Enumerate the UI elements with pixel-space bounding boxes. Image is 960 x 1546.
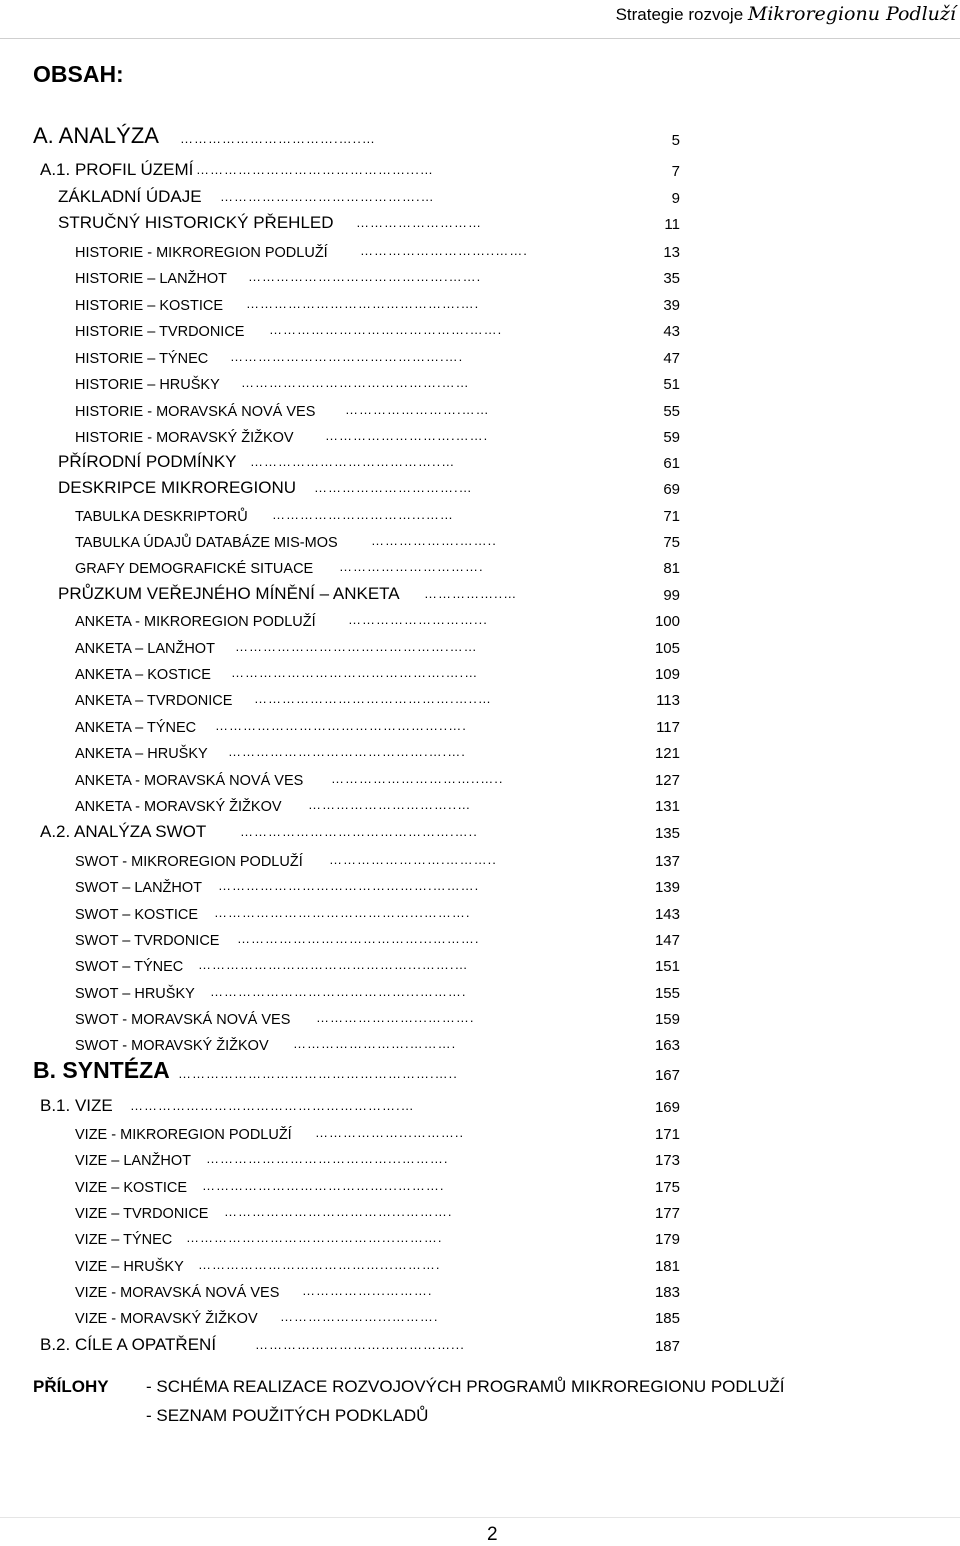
toc-entry-leader: ……………..… [424, 586, 518, 601]
toc-entry-label: ANKETA - MIKROREGION PODLUŽÍ [75, 614, 316, 630]
toc-entry-leader: …………………...………. [280, 1309, 439, 1324]
toc-entry-leader: …………………………………...………. [237, 931, 480, 946]
toc-entry [75, 1222, 680, 1248]
toc-entry-page-number: 47 [663, 350, 680, 367]
toc-entry-label: SWOT - MORAVSKÁ NOVÁ VES [75, 1012, 291, 1028]
toc-entry-leader: ……………………………………….………. [218, 878, 480, 893]
toc-entry-label: PŘÍRODNÍ PODMÍNKY [58, 452, 237, 471]
toc-entry-label: ANKETA – KOSTICE [75, 667, 211, 683]
toc-entry-leader: …………………………………….…..… [254, 691, 492, 706]
toc-entry-leader: ……………….…….. [371, 533, 497, 548]
toc-entry [75, 870, 680, 896]
running-header [616, 3, 956, 25]
toc-entry-page-number: 171 [654, 1126, 680, 1143]
toc-entry-page-number: 11 [664, 216, 680, 233]
toc-entry-leader: ……………………………………….…. [230, 349, 464, 364]
toc-entry-page-number: 173 [654, 1152, 680, 1169]
toc-entry-page-number: 177 [654, 1205, 680, 1222]
header-prefix: Strategie rozvoje [615, 5, 744, 24]
toc-entry-leader: ………………………... [348, 612, 488, 627]
toc-entry-label: VIZE - MIKROREGION PODLUŽÍ [75, 1127, 292, 1143]
toc-entry-label: VIZE – LANŽHOT [75, 1153, 192, 1169]
toc-entry [75, 235, 680, 261]
toc-entry-page-number: 135 [654, 825, 680, 842]
toc-entry-leader: ……………………………………….….… [231, 665, 479, 680]
toc-entry [58, 472, 680, 498]
toc-entry-label: HISTORIE - MIKROREGION PODLUŽÍ [75, 245, 328, 261]
toc-entry-leader: ……………………………………….….. [240, 824, 478, 839]
toc-entry-page-number: 143 [654, 906, 680, 923]
toc-entry-leader: …………………………………..… [250, 454, 456, 469]
toc-entry [75, 1170, 680, 1196]
toc-entry-leader: ………………………………………………….… [130, 1098, 415, 1113]
toc-entry-page-number: 69 [663, 481, 680, 498]
toc-entry-label: SWOT - MIKROREGION PODLUŽÍ [75, 854, 303, 870]
toc-entry-page-number: 183 [654, 1284, 680, 1301]
toc-entry-label: B.1. VIZE [40, 1096, 113, 1115]
toc-entry-page-number: 187 [654, 1338, 680, 1355]
toc-entry-page-number: 5 [671, 132, 680, 149]
header-divider [0, 38, 960, 39]
toc-entry-leader: ………………………………………...… [196, 162, 434, 177]
toc-entry [75, 1275, 680, 1301]
toc-entry-leader: …………………………………….……. [248, 269, 482, 284]
toc-entry-leader: …………………….…… [345, 402, 490, 417]
toc-entry-label: HISTORIE – TVRDONICE [75, 324, 245, 340]
toc-entry-page-number: 7 [671, 163, 680, 180]
toc-entry-page-number: 61 [663, 455, 680, 472]
toc-entry-leader: …………………………………...………. [202, 1178, 445, 1193]
toc-entry-label: ANKETA - MORAVSKÁ NOVÁ VES [75, 773, 304, 789]
toc-entry-leader: …………………………...…… [272, 507, 454, 522]
toc-entry-leader: ……………...………. [302, 1283, 433, 1298]
toc-entry-label: ANKETA - MORAVSKÝ ŽIŽKOV [75, 799, 282, 815]
toc-entry [40, 1329, 680, 1355]
toc-entry [75, 341, 680, 367]
toc-entry-label: A. ANALÝZA [33, 123, 159, 148]
toc-entry-leader: …………………………….…..… [180, 131, 376, 146]
toc-entry-leader: …………………….……….. [329, 852, 497, 867]
toc-entry-leader: ……………………………………….…… [235, 639, 478, 654]
toc-entry-page-number: 167 [654, 1067, 680, 1084]
toc-entry [75, 499, 680, 525]
toc-entry [33, 123, 680, 149]
toc-entry-leader: …………………….………. [293, 1036, 457, 1051]
toc-entry-page-number: 139 [654, 879, 680, 896]
toc-entry-label: HISTORIE - MORAVSKÝ ŽIŽKOV [75, 430, 294, 446]
appendix-item: - SCHÉMA REALIZACE ROZVOJOVÝCH PROGRAMŮ MIKROREGIONU PODLUŽÍ [146, 1377, 785, 1396]
toc-entry [75, 1002, 680, 1028]
toc-entry-page-number: 35 [663, 270, 680, 287]
toc-entry-label: SWOT - MORAVSKÝ ŽIŽKOV [75, 1038, 269, 1054]
toc-entry-label: B.2. CÍLE A OPATŘENÍ [40, 1335, 217, 1354]
page-title: OBSAH: [33, 61, 124, 87]
toc-entry [75, 551, 680, 577]
toc-entry-page-number: 39 [663, 297, 680, 314]
toc-entry [75, 394, 680, 420]
appendix-label: PŘÍLOHY [33, 1377, 109, 1396]
toc-entry-label: HISTORIE – KOSTICE [75, 298, 223, 314]
toc-entry [33, 1058, 680, 1084]
toc-entry-page-number: 159 [654, 1011, 680, 1028]
toc-entry-label: SWOT – TÝNEC [75, 959, 184, 975]
toc-entry-label: ANKETA – LANŽHOT [75, 641, 215, 657]
toc-entry [75, 420, 680, 446]
toc-entry-leader: ……………………………………...………. [186, 1230, 443, 1245]
toc-entry-leader: …………………………………………..…. [215, 718, 467, 733]
toc-entry-page-number: 13 [663, 244, 680, 261]
toc-entry-leader: ……………………………………….…. [246, 296, 480, 311]
toc-entry [75, 683, 680, 709]
toc-entry-page-number: 175 [654, 1179, 680, 1196]
toc-entry-page-number: 137 [654, 853, 680, 870]
toc-entry-label: PRŮZKUM VEŘEJNÉHO MÍNĚNÍ – ANKETA [58, 584, 400, 603]
toc-entry [75, 844, 680, 870]
toc-entry-leader: ……………………………………...………. [210, 984, 467, 999]
toc-entry-label: ANKETA – TVRDONICE [75, 693, 233, 709]
toc-entry-leader: …………………………. [339, 559, 484, 574]
toc-entry-page-number: 179 [654, 1231, 680, 1248]
toc-entry-page-number: 55 [663, 403, 680, 420]
toc-entry-label: SWOT – HRUŠKY [75, 986, 195, 1002]
toc-entry-label: TABULKA DESKRIPTORŮ [75, 509, 248, 525]
toc-entry-page-number: 43 [663, 323, 680, 340]
toc-entry-leader: ……………………………………...………. [214, 905, 471, 920]
toc-entry-leader: …………………………..….. [331, 771, 504, 786]
toc-entry-page-number: 109 [654, 666, 680, 683]
toc-entry [58, 578, 680, 604]
toc-entry-label: GRAFY DEMOGRAFICKÉ SITUACE [75, 561, 314, 577]
toc-entry-page-number: 181 [654, 1258, 680, 1275]
toc-entry-label: VIZE - MORAVSKÁ NOVÁ VES [75, 1285, 280, 1301]
toc-entry-leader: ……………………………………………….….. [178, 1066, 458, 1081]
toc-entry-page-number: 51 [663, 376, 680, 393]
toc-entry [75, 525, 680, 551]
toc-entry-page-number: 99 [663, 587, 680, 604]
toc-entry-label: HISTORIE - MORAVSKÁ NOVÁ VES [75, 404, 316, 420]
toc-entry-label: VIZE - MORAVSKÝ ŽIŽKOV [75, 1311, 258, 1327]
toc-entry [75, 261, 680, 287]
toc-entry-page-number: 117 [656, 719, 680, 736]
toc-entry-page-number: 151 [654, 958, 680, 975]
toc-entry-page-number: 127 [654, 772, 680, 789]
toc-entry-leader: ………………...……….. [315, 1125, 465, 1140]
toc-entry [75, 1301, 680, 1327]
toc-entry-page-number: 147 [654, 932, 680, 949]
header-script-title: Mikroregionu Podluží [747, 3, 956, 25]
toc-entry-leader: ……………………… [356, 215, 482, 230]
toc-entry-leader: ……………………….……. [325, 428, 489, 443]
toc-entry [75, 604, 680, 630]
footer-divider [0, 1517, 960, 1518]
toc-entry-label: DESKRIPCE MIKROREGIONU [58, 478, 297, 497]
toc-entry-label: A.2. ANALÝZA SWOT [40, 822, 207, 841]
toc-entry-leader: ………………………………...………. [224, 1204, 453, 1219]
toc-entry-page-number: 113 [656, 692, 680, 709]
toc-entry [40, 154, 680, 180]
toc-entry [75, 1117, 680, 1143]
toc-entry-page-number: 81 [663, 560, 680, 577]
toc-entry [58, 207, 680, 233]
toc-entry-label: A.1. PROFIL ÚZEMÍ [40, 160, 194, 179]
toc-entry [75, 763, 680, 789]
toc-entry [75, 1143, 680, 1169]
toc-entry-page-number: 100 [654, 613, 680, 630]
toc-entry-page-number: 185 [654, 1310, 680, 1327]
toc-entry-page-number: 105 [654, 640, 680, 657]
toc-entry-label: HISTORIE – TÝNEC [75, 351, 209, 367]
toc-entry [75, 710, 680, 736]
toc-entry [75, 949, 680, 975]
toc-entry-leader: ………………………..……. [360, 243, 528, 258]
toc-entry-label: B. SYNTÉZA [33, 1057, 170, 1083]
toc-entry-label: TABULKA ÚDAJŮ DATABÁZE MIS-MOS [75, 535, 338, 551]
toc-entry-leader: …………………...………. [316, 1010, 475, 1025]
toc-entry-label: SWOT – LANŽHOT [75, 880, 203, 896]
toc-entry [75, 1028, 680, 1054]
toc-entry-page-number: 121 [654, 745, 680, 762]
toc-entry [58, 181, 680, 207]
toc-entry-leader: ………………………….… [314, 480, 473, 495]
toc-entry [75, 976, 680, 1002]
toc-entry-leader: ………………………………………...…….… [198, 957, 469, 972]
toc-entry-leader: …………………………..… [308, 797, 472, 812]
toc-entry-page-number: 155 [654, 985, 680, 1002]
toc-entry-label: VIZE – TÝNEC [75, 1232, 173, 1248]
toc-entry [75, 897, 680, 923]
toc-entry [75, 288, 680, 314]
toc-entry [75, 631, 680, 657]
toc-entry-label: STRUČNÝ HISTORICKÝ PŘEHLED [58, 213, 334, 232]
page-number: 2 [487, 1524, 498, 1545]
toc-entry [40, 816, 680, 842]
toc-entry-label: ZÁKLADNÍ ÚDAJE [58, 187, 202, 206]
toc-entry [40, 1090, 680, 1116]
toc-entry [75, 1196, 680, 1222]
toc-entry-label: SWOT – TVRDONICE [75, 933, 220, 949]
toc-entry-leader: …………………………………….……. [269, 322, 503, 337]
toc-entry [75, 657, 680, 683]
toc-entry-page-number: 169 [654, 1099, 680, 1116]
toc-entry-leader: …………………………………….…… [241, 375, 470, 390]
toc-entry-label: VIZE – TVRDONICE [75, 1206, 209, 1222]
toc-entry-label: VIZE – KOSTICE [75, 1180, 187, 1196]
toc-entry-page-number: 59 [663, 429, 680, 446]
toc-entry-label: HISTORIE – HRUŠKY [75, 377, 220, 393]
toc-entry [58, 446, 680, 472]
toc-entry-label: VIZE – HRUŠKY [75, 1259, 184, 1275]
toc-entry-page-number: 9 [671, 190, 680, 207]
toc-entry [75, 736, 680, 762]
toc-entry-leader: …………………………………...………. [198, 1257, 441, 1272]
toc-entry-leader: …………………………………….… [220, 189, 435, 204]
toc-entry-leader: …………………………………….….…. [228, 744, 466, 759]
toc-entry [75, 1249, 680, 1275]
appendix-item: - SEZNAM POUŽITÝCH PODKLADŮ [146, 1406, 429, 1425]
toc-entry [75, 789, 680, 815]
toc-entry-leader: ……………………………………... [255, 1337, 465, 1352]
toc-entry-page-number: 71 [663, 508, 680, 525]
toc-entry-label: ANKETA – HRUŠKY [75, 746, 208, 762]
toc-entry-label: ANKETA – TÝNEC [75, 720, 197, 736]
toc-entry-label: SWOT – KOSTICE [75, 907, 199, 923]
toc-entry-page-number: 131 [654, 798, 680, 815]
toc-entry [75, 367, 680, 393]
toc-entry-leader: …………………………………...………. [206, 1151, 449, 1166]
toc-entry [75, 314, 680, 340]
toc-entry [75, 923, 680, 949]
toc-entry-label: HISTORIE – LANŽHOT [75, 271, 228, 287]
toc-entry-page-number: 163 [654, 1037, 680, 1054]
toc-entry-page-number: 75 [663, 534, 680, 551]
